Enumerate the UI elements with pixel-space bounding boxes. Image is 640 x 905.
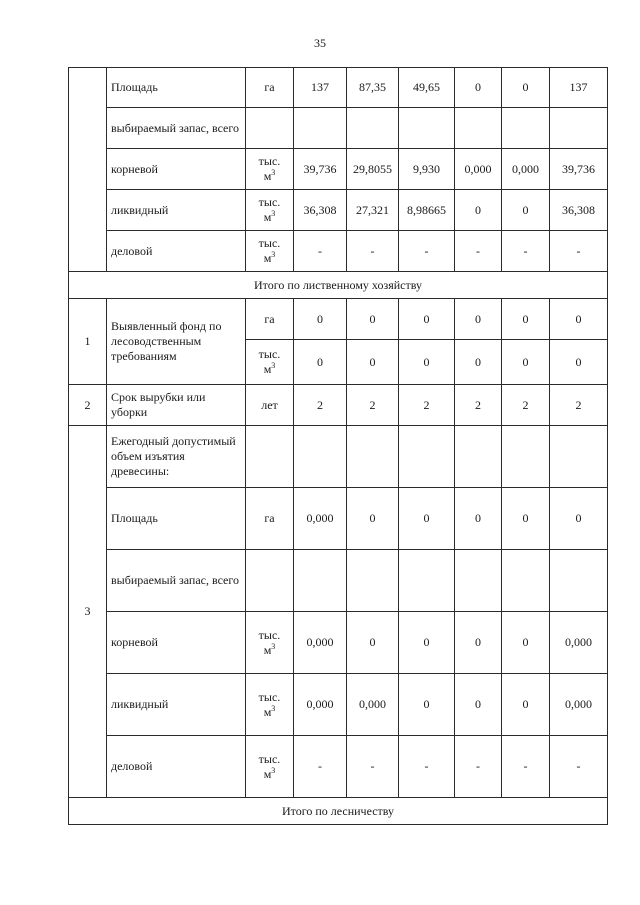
unit-cell: га [246,299,294,340]
value-cell: 0 [502,340,550,385]
value-cell: 0 [399,299,455,340]
table-row [69,674,608,736]
value-cell: 0,000 [347,674,399,736]
value-cell: 0 [294,340,347,385]
value-cell: 36,308 [550,190,608,231]
table-row [69,612,608,674]
value-cell [294,550,347,612]
value-cell: 0,000 [294,488,347,550]
table-row [69,231,608,272]
value-cell: 0,000 [550,674,608,736]
value-cell: 0 [455,190,502,231]
page-number: 35 [314,36,326,50]
unit-cell [246,108,294,149]
indicator-name: ликвидный [107,190,246,231]
value-cell: - [502,231,550,272]
value-cell: 137 [550,68,608,108]
value-cell: 0 [550,299,608,340]
value-cell: 0 [550,340,608,385]
table-row [69,190,608,231]
value-cell: - [347,736,399,798]
value-cell: 0 [347,612,399,674]
unit-cell: тыс. $м^3$ [246,149,294,190]
table-row [69,149,608,190]
value-cell: 2 [347,385,399,426]
indicator-name: Выявленный фонд по лесоводственным требованиям [107,299,246,385]
unit-cell: га [246,68,294,108]
value-cell: - [294,736,347,798]
value-cell: 0 [399,488,455,550]
unit-cell: тыс. $м^3$ [246,190,294,231]
unit-cell: лет [246,385,294,426]
value-cell: 0 [294,299,347,340]
value-cell [455,108,502,149]
value-cell: 0 [347,340,399,385]
value-cell: 0 [502,68,550,108]
table-row [69,426,608,488]
value-cell [294,108,347,149]
indicator-name: выбираемый запас, всего [107,108,246,149]
value-cell: 0 [550,488,608,550]
value-cell: 0 [502,612,550,674]
value-cell: - [550,736,608,798]
value-cell: 0 [455,340,502,385]
value-cell: - [502,736,550,798]
table-row [69,550,608,612]
value-cell [455,550,502,612]
value-cell: - [294,231,347,272]
value-cell [550,550,608,612]
indicator-name: деловой [107,736,246,798]
unit-cell [246,550,294,612]
value-cell: 0 [399,674,455,736]
value-cell [399,108,455,149]
table-row [69,272,608,299]
table-row [69,488,608,550]
unit-cell: тыс. $м^3$ [246,674,294,736]
total-forestry-row: Итого по лесничеству [69,798,608,825]
table-row [69,68,608,108]
value-cell: 0 [455,612,502,674]
value-cell: - [455,231,502,272]
value-cell: 0,000 [550,612,608,674]
value-cell [455,426,502,488]
value-cell [550,108,608,149]
table-row [69,798,608,825]
value-cell: 0 [502,674,550,736]
value-cell: - [399,231,455,272]
table-row [69,736,608,798]
unit-cell: тыс. $м^3$ [246,736,294,798]
value-cell: 0,000 [455,149,502,190]
value-cell: 39,736 [550,149,608,190]
unit-cell: тыс. $м^3$ [246,612,294,674]
indicator-name: корневой [107,149,246,190]
table-row [69,299,608,340]
value-cell [502,426,550,488]
value-cell [502,108,550,149]
indicator-name: корневой [107,612,246,674]
value-cell: 0 [455,68,502,108]
value-cell: 0 [455,299,502,340]
table-row [69,385,608,426]
table-row [69,108,608,149]
value-cell [399,550,455,612]
value-cell: 87,35 [347,68,399,108]
indicator-name: ликвидный [107,674,246,736]
indicator-name: Срок вырубки или уборки [107,385,246,426]
value-cell: 29,8055 [347,149,399,190]
row-number-cell: 3 [69,426,107,798]
value-cell: 36,308 [294,190,347,231]
unit-cell [246,426,294,488]
value-cell: 0 [399,340,455,385]
indicator-name: Площадь [107,68,246,108]
row-number-cell: 2 [69,385,107,426]
value-cell: 9,930 [399,149,455,190]
value-cell: 8,98665 [399,190,455,231]
value-cell: - [550,231,608,272]
value-cell: 2 [550,385,608,426]
value-cell: 0 [399,612,455,674]
value-cell: 2 [294,385,347,426]
value-cell: 0 [502,190,550,231]
unit-cell: га [246,488,294,550]
value-cell [347,426,399,488]
total-leaf-row: Итого по лиственному хозяйству [69,272,608,299]
value-cell: 0,000 [294,674,347,736]
value-cell: 2 [502,385,550,426]
value-cell: 0 [347,299,399,340]
value-cell [347,550,399,612]
value-cell: 0 [347,488,399,550]
value-cell: 0 [502,488,550,550]
row-number-cell [69,68,107,272]
value-cell: 0 [502,299,550,340]
unit-cell: тыс. $м^3$ [246,231,294,272]
indicator-name: деловой [107,231,246,272]
value-cell [347,108,399,149]
value-cell [399,426,455,488]
row-number-cell: 1 [69,299,107,385]
value-cell: - [455,736,502,798]
value-cell: 27,321 [347,190,399,231]
value-cell [502,550,550,612]
value-cell: 39,736 [294,149,347,190]
value-cell: 49,65 [399,68,455,108]
value-cell [294,426,347,488]
value-cell: 0 [455,488,502,550]
value-cell [550,426,608,488]
value-cell: - [399,736,455,798]
indicator-name: Площадь [107,488,246,550]
value-cell: 2 [399,385,455,426]
value-cell: 0 [455,674,502,736]
value-cell: 0,000 [502,149,550,190]
unit-cell: тыс. $м^3$ [246,340,294,385]
value-cell: 137 [294,68,347,108]
value-cell: 0,000 [294,612,347,674]
value-cell: - [347,231,399,272]
value-cell: 2 [455,385,502,426]
indicator-name: выбираемый запас, всего [107,550,246,612]
indicator-name: Ежегодный допустимый объем изъятия древесины: [107,426,246,488]
forest-data-table [68,67,608,825]
